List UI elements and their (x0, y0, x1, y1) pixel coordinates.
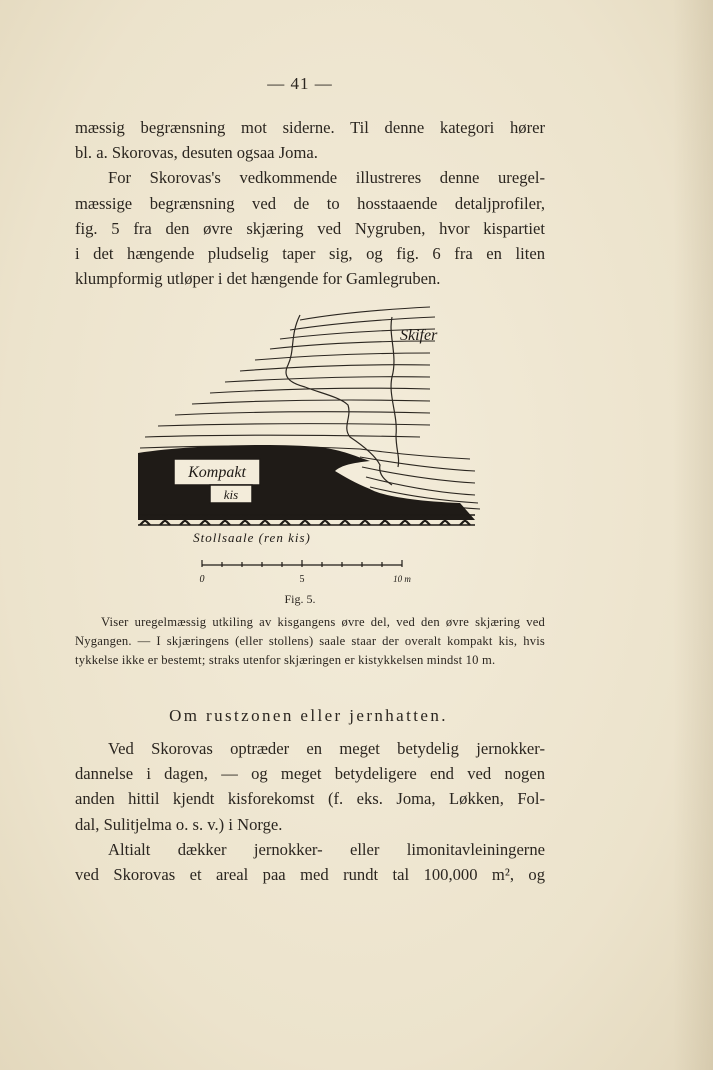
scale-tick-5: 5 (299, 574, 305, 585)
paragraph-2 (75, 165, 545, 291)
text-line: anden hittil kjendt kisforekomst (f. eks. Joma, Løkken, Fol- (75, 789, 545, 809)
label-kis: kis (223, 487, 239, 502)
text-line: fig. 5 fra den øvre skjæring ved Nygruben, hvor kispartiet (75, 218, 545, 238)
geological-profile-drawing (130, 305, 490, 585)
text-line: i det hængende pludselig taper sig, og fig. 6 fra en liten (75, 244, 545, 264)
text-line: klumpformig utløper i det hængende for Gamlegruben. (75, 269, 441, 289)
section-text (75, 736, 545, 887)
section-heading: Om rustzonen eller jernhatten. (169, 706, 448, 725)
text-line: mæssig begrænsning mot siderne. Til denne kategori hører (75, 118, 545, 137)
scale-bar (202, 560, 402, 567)
page-number: — 41 — (267, 74, 333, 93)
scale-tick-0: 0 (199, 574, 205, 585)
label-stollsaale: Stollsaale (ren kis) (193, 530, 311, 545)
scale-tick-10m: 10 m (393, 574, 411, 584)
label-skifer: Skifer (400, 327, 438, 344)
text-line: mæssige begrænsning ved de to hosstaaende detaljprofiler, (75, 193, 545, 213)
label-kompakt: Kompakt (188, 464, 246, 481)
text-line: Altialt dækker jernokker- eller limonitavleiningerne (108, 839, 545, 859)
figure-number: Fig. 5. (284, 592, 316, 606)
caption-text: Viser uregelmæssig utkiling av kisgangens øvre del, ved den øvre skjæring ved Nygangen. — I skjæringens (eller stollens) saale staar der overalt kompakt kis, hvis tykkelse ikke er bestemt; straks utenfor skjæringen er kistykkelsen mindst 10 m. (75, 615, 545, 667)
paragraph-3 (75, 736, 545, 837)
figure-caption (75, 613, 545, 669)
text-line: ved Skorovas et areal paa med rundt tal 100,000 m², og (75, 865, 545, 885)
page-edge-shadow (673, 0, 713, 1070)
text-line: dannelse i dagen, — og meget betydeligere end ved nogen (75, 764, 545, 784)
intro-text (75, 115, 545, 291)
text-line: Ved Skorovas optræder en meget betydelig jernokker- (108, 739, 545, 758)
text-line: bl. a. Skorovas, desuten ogsaa Joma. (75, 143, 318, 163)
text-line: For Skorovas's vedkommende illustreres denne uregel- (108, 168, 545, 188)
text-line: dal, Sulitjelma o. s. v.) i Norge. (75, 814, 283, 834)
paragraph-1 (75, 115, 545, 165)
figure-5-profile (130, 305, 490, 585)
paragraph-4 (75, 837, 545, 887)
